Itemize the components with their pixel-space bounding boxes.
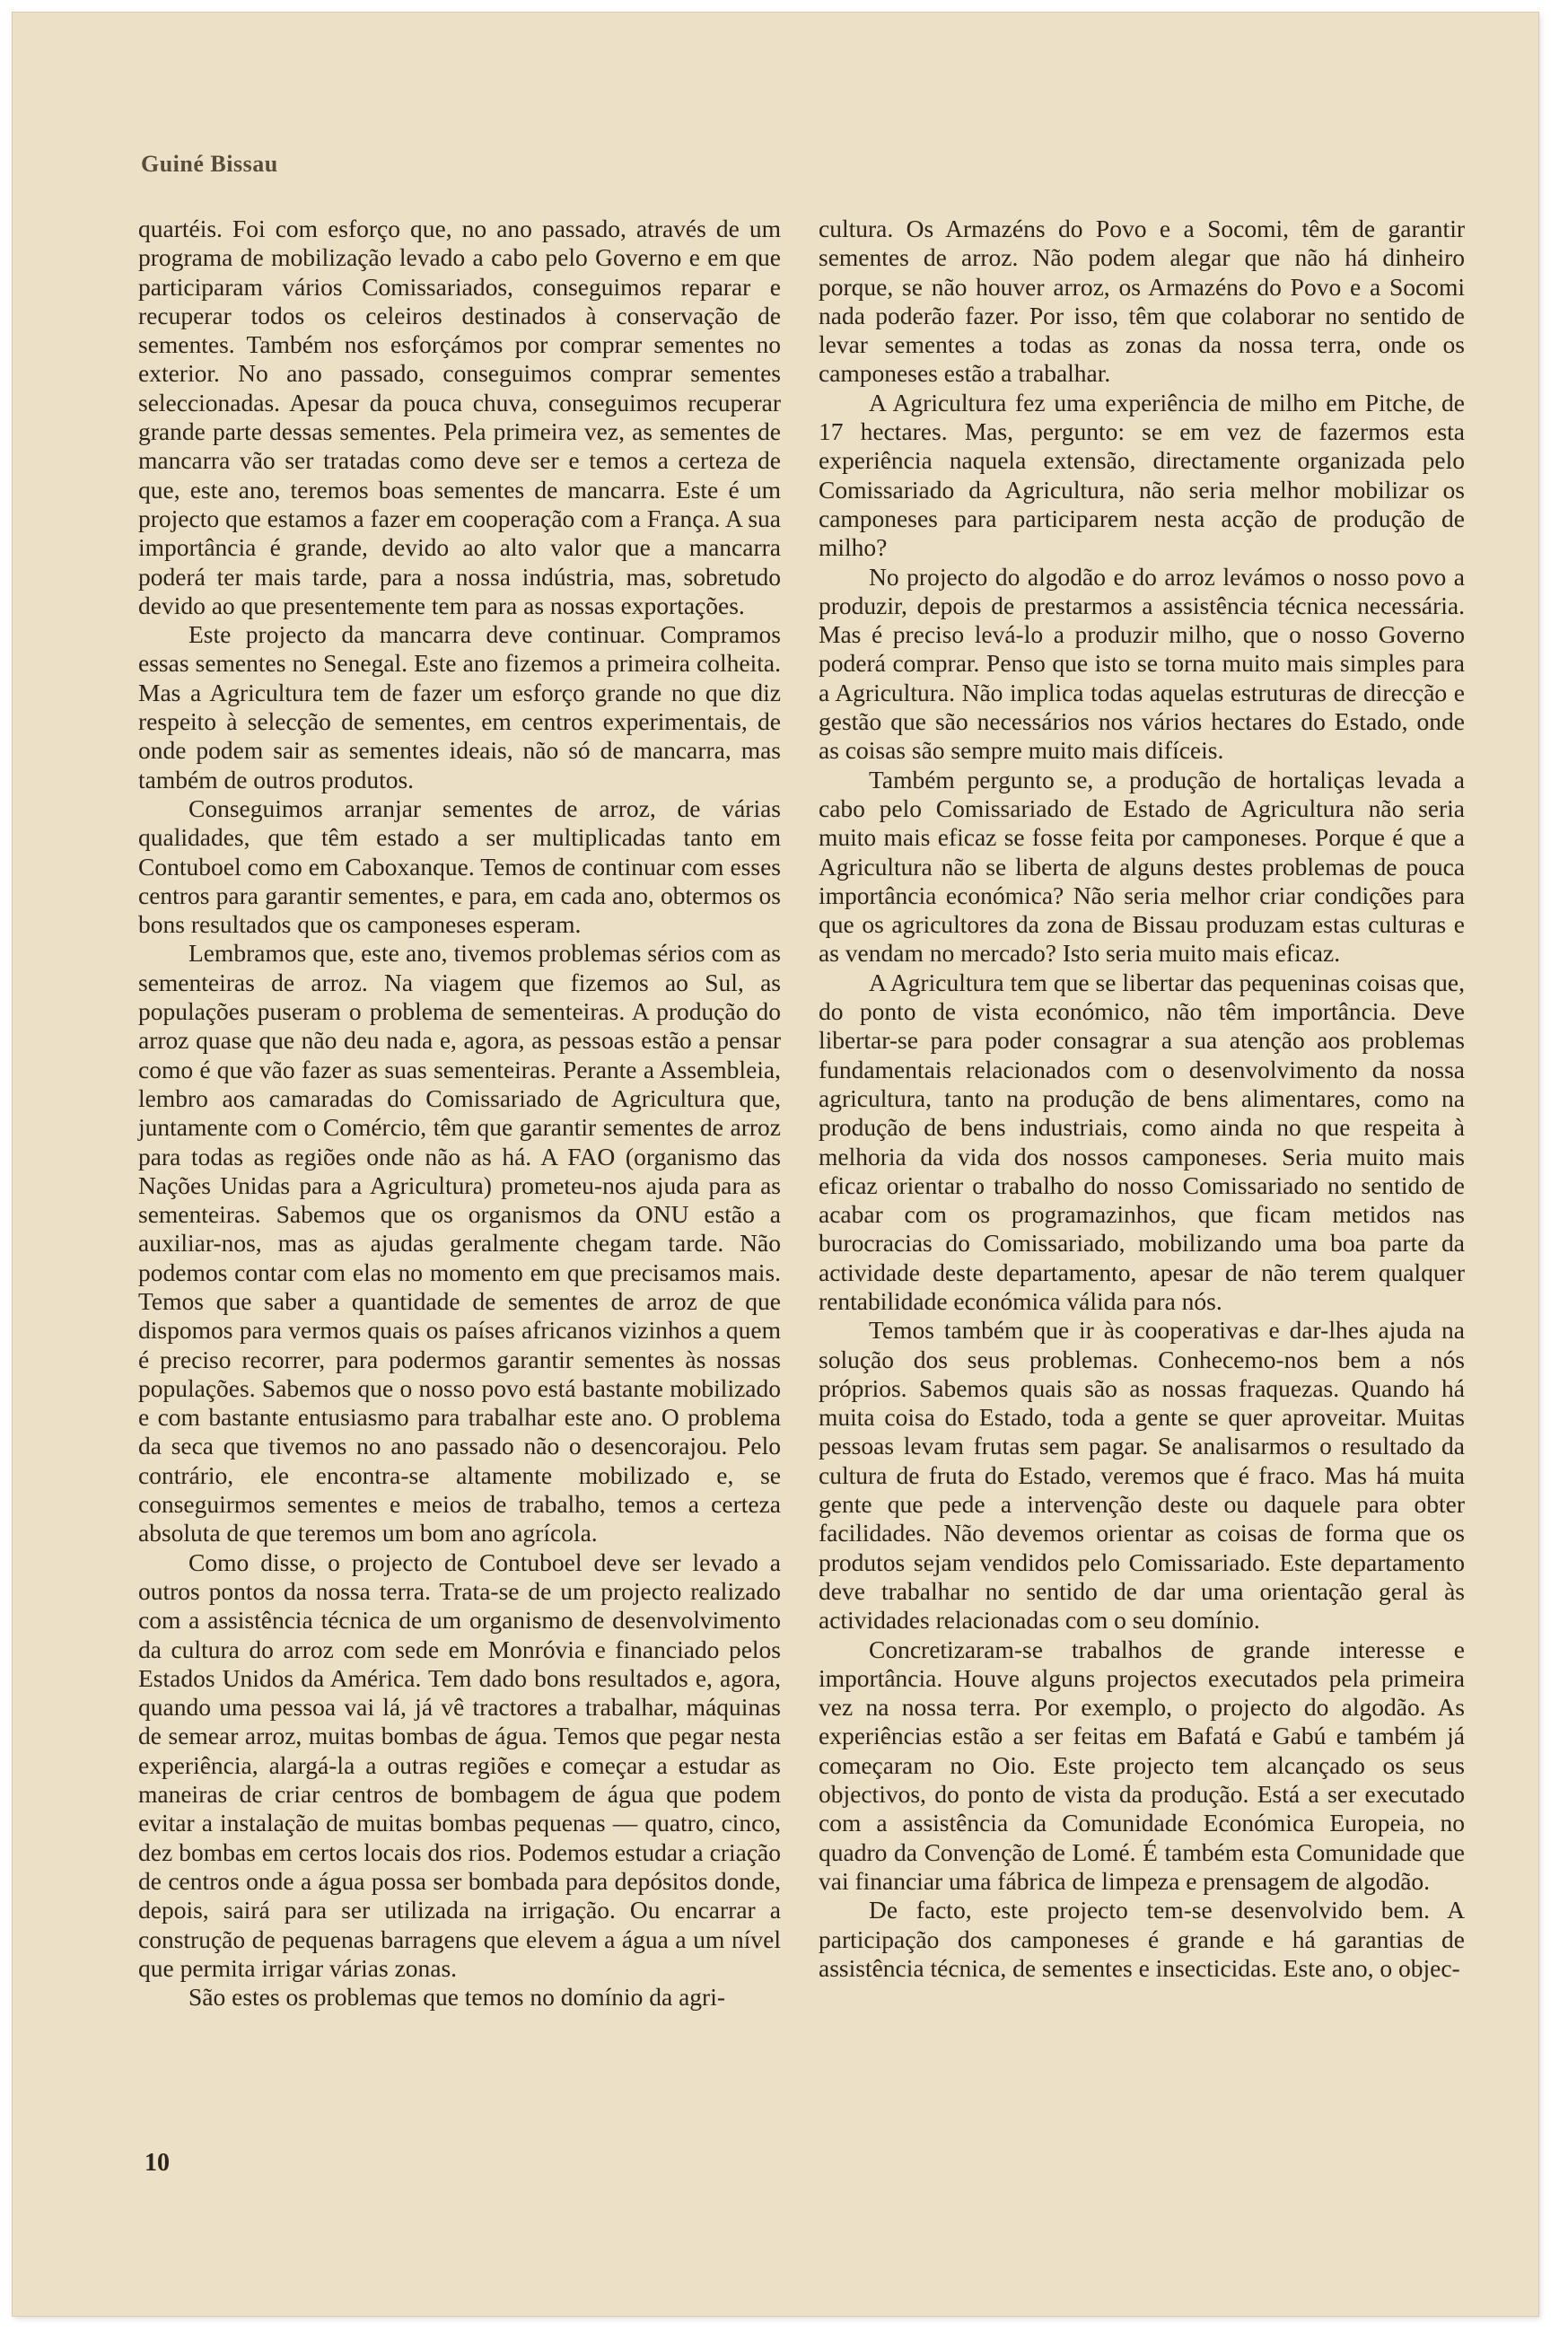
paragraph: A Agricultura tem que se libertar das pequeninas coisas que, do ponto de vista económico, não têm importância. Deve libertar-se para poder consagrar a sua atenção aos problemas fundamentais relacionados com o desenvolvimento da nossa agricultura, tanto na produção de bens alimentares, como na produção de bens industriais, como ainda no que respeita à melhoria da vida dos nossos camponeses. Seria muito mais eficaz orientar o trabalho do nosso Comissariado no sentido de acabar com os programazinhos, que ficam metidos nas burocracias do Comissariado, mobilizando uma boa parte da actividade deste departamento, apesar de não terem qualquer rentabilidade económica válida para nós.: [819, 968, 1465, 1315]
page-number: 10: [145, 2149, 170, 2177]
left-column: [138, 215, 781, 2012]
paragraph: De facto, este projecto tem-se desenvolvido bem. A participação dos camponeses é grande e há garantias de assistência técnica, de sementes e insecticidas. Este ano, o objec-: [819, 1896, 1465, 1982]
paragraph: Conseguimos arranjar sementes de arroz, de várias qualidades, que têm estado a ser multiplicadas tanto em Contuboel como em Caboxanque. Temos de continuar com esses centros para garantir sementes, e para, em cada ano, obtermos os bons resultados que os camponeses esperam.: [138, 793, 781, 939]
paragraph: Temos também que ir às cooperativas e dar-lhes ajuda na solução dos seus problemas. Conhecemo-nos bem a nós próprios. Sabemos quais são as nossas fraquezas. Quando há muita coisa do Estado, toda a gente se quer aproveitar. Muitas pessoas levam frutas sem pagar. Se analisarmos o resultado da cultura de fruta do Estado, veremos que é fraco. Mas há muita gente que pede a intervenção deste ou daquele para obter facilidades. Não devemos orientar as coisas de forma que os produtos sejam vendidos pelo Comissariado. Este departamento deve trabalhar no sentido de dar uma orientação geral às actividades relacionadas com o seu domínio.: [819, 1316, 1465, 1635]
paragraph: Lembramos que, este ano, tivemos problemas sérios com as sementeiras de arroz. Na viagem que fizemos ao Sul, as populações puseram o problema de sementeiras. A produção do arroz quase que não deu nada e, agora, as pessoas estão a pensar como é que vão fazer as suas sementeiras. Perante a Assembleia, lembro aos camaradas do Comissariado de Agricultura que, juntamente com o Comércio, têm que garantir sementes de arroz para todas as regiões onde não as há. A FAO (organismo das Nações Unidas para a Agricultura) prometeu-nos ajuda para as sementeiras. Sabemos que os organismos da ONU estão a auxiliar-nos, mas as ajudas geralmente chegam tarde. Não podemos contar com elas no momento em que precisamos mais. Temos que saber a quantidade de sementes de arroz de que dispomos para vermos quais os países africanos vizinhos a quem é preciso recorrer, para podermos garantir sementes às nossas populações. Sabemos que o nosso povo está bastante mobilizado e com bastante entusiasmo para trabalhar este ano. O problema da seca que tivemos no ano passado não o desencorajou. Pelo contrário, ele encontra-se altamente mobilizado e, se conseguirmos sementes e meios de trabalho, temos a certeza absoluta de que teremos um bom ano agrícola.: [138, 939, 781, 1547]
magazine-page: [13, 13, 1538, 2316]
paragraph: Também pergunto se, a produção de hortaliças levada a cabo pelo Comissariado de Estado de Agricultura não seria muito mais eficaz se fosse feita por camponeses. Porque é que a Agricultura não se liberta de alguns destes problemas de pouca importância económica? Não seria melhor criar condições para que os agricultores da zona de Bissau produzam estas culturas e as vendam no mercado? Isto seria muito mais eficaz.: [819, 765, 1465, 968]
right-column: [819, 215, 1465, 1983]
paragraph: Este projecto da mancarra deve continuar. Compramos essas sementes no Senegal. Este ano fizemos a primeira colheita. Mas a Agricultura tem de fazer um esforço grande no que diz respeito à selecção de sementes, em centros experimentais, de onde podem sair as sementes ideais, não só de mancarra, mas também de outros produtos.: [138, 620, 781, 793]
paragraph: São estes os problemas que temos no domínio da agri-: [188, 1983, 726, 2012]
paragraph: cultura. Os Armazéns do Povo e a Socomi, têm de garantir sementes de arroz. Não podem alegar que não há dinheiro porque, se não houver arroz, os Armazéns do Povo e a Socomi nada poderão fazer. Por isso, têm que colaborar no sentido de levar sementes a todas as zonas da nossa terra, onde os camponeses estão a trabalhar.: [819, 215, 1465, 388]
paragraph: quartéis. Foi com esforço que, no ano passado, através de um programa de mobilização levado a cabo pelo Governo e em que participaram vários Comissariados, conseguimos reparar e recuperar todos os celeiros destinados à conservação de sementes. Também nos esforçámos por comprar sementes no exterior. No ano passado, conseguimos comprar sementes seleccionadas. Apesar da pouca chuva, conseguimos recuperar grande parte dessas sementes. Pela primeira vez, as sementes de mancarra vão ser tratadas como deve ser e temos a certeza de que, este ano, teremos boas sementes de mancarra. Este é um projecto que estamos a fazer em cooperação com a França. A sua importância é grande, devido ao alto valor que a mancarra poderá ter mais tarde, para a nossa indústria, mas, sobretudo devido ao que presentemente tem para as nossas exportações.: [138, 215, 781, 619]
paragraph: No projecto do algodão e do arroz levámos o nosso povo a produzir, depois de prestarmos a assistência técnica necessária. Mas é preciso levá-lo a produzir milho, que o nosso Governo poderá comprar. Penso que isto se torna muito mais simples para a Agricultura. Não implica todas aquelas estruturas de direcção e gestão que são necessários nos vários hectares do Estado, onde as coisas são sempre muito mais difíceis.: [819, 562, 1465, 765]
paragraph: Como disse, o projecto de Contuboel deve ser levado a outros pontos da nossa terra. Trata-se de um projecto realizado com a assistência técnica de um organismo de desenvolvimento da cultura do arroz com sede em Monróvia e financiado pelos Estados Unidos da América. Tem dado bons resultados e, agora, quando uma pessoa vai lá, já vê tractores a trabalhar, máquinas de semear arroz, muitas bombas de água. Temos que pegar nesta experiência, alargá-la a outras regiões e começar a estudar as maneiras de criar centros de bombagem de água que podem evitar a instalação de muitas bombas pequenas — quatro, cinco, dez bombas em certos locais dos rios. Podemos estudar a criação de centros onde a água possa ser bombada para depósitos donde, depois, sairá para ser utilizada na irrigação. Ou encarrar a construção de pequenas barragens que elevem a água a um nível que permita irrigar várias zonas.: [138, 1547, 781, 1982]
paragraph: A Agricultura fez uma experiência de milho em Pitche, de 17 hectares. Mas, pergunto: se em vez de fazermos esta experiência naquela extensão, directamente organizada pelo Comissariado da Agricultura, não seria melhor mobilizar os camponeses para participarem nesta acção de produção de milho?: [819, 388, 1465, 562]
running-header: Guiné Bissau: [141, 151, 278, 177]
paragraph: Concretizaram-se trabalhos de grande interesse e importância. Houve alguns projectos executados pela primeira vez na nossa terra. Por exemplo, o projecto do algodão. As experiências estão a ser feitas em Bafatá e Gabú e também já começaram no Oio. Este projecto tem alcançado os seus objectivos, do ponto de vista da produção. Está a ser executado com a assistência da Comunidade Económica Europeia, no quadro da Convenção de Lomé. É também esta Comunidade que vai financiar uma fábrica de limpeza e prensagem de algodão.: [819, 1635, 1465, 1895]
